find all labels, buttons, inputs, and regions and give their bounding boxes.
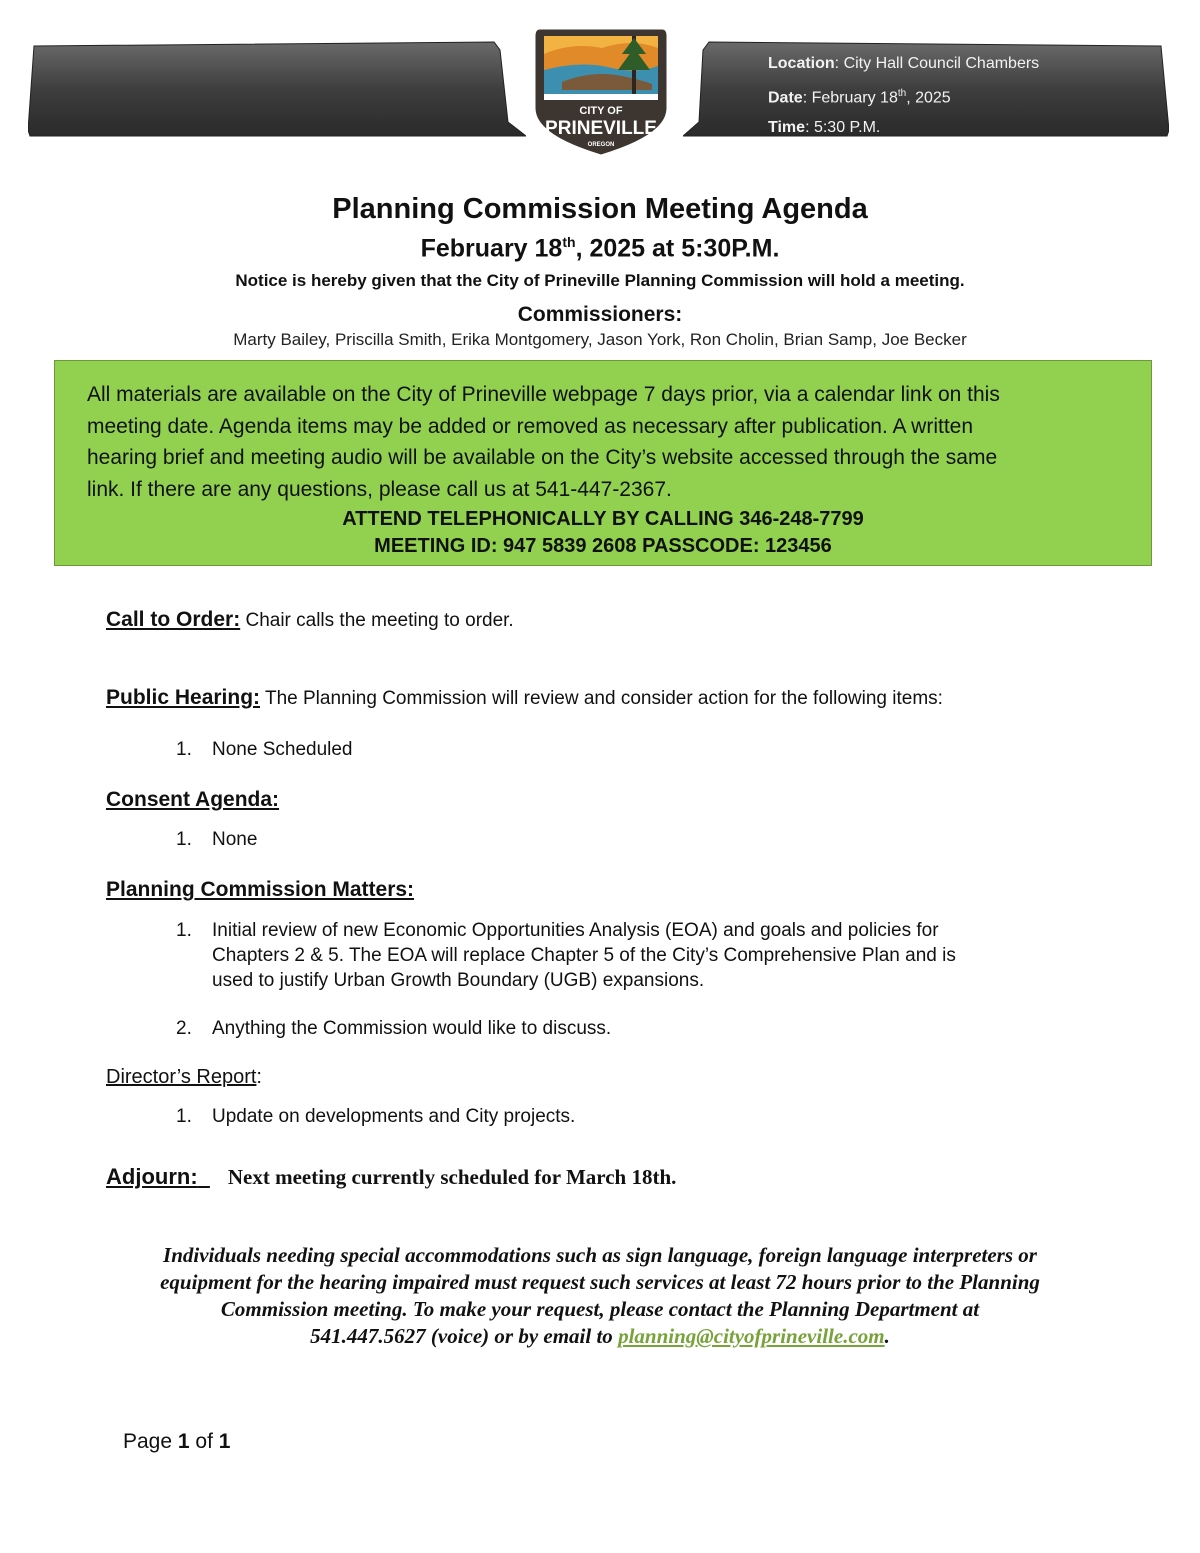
commission-matters-section [106,878,414,902]
banner-left-shape [28,40,526,140]
page-number: Page 1 of 1 [123,1430,231,1453]
public-hearing-section [106,686,943,710]
logo-oregon: OREGON [587,142,615,148]
adjourn-section [106,1164,676,1190]
call-to-order-text: Chair calls the meeting to order. [240,610,514,631]
meeting-date-title: February 18th, 2025 at 5:30P.M. [420,234,780,263]
directors-report-section: Director’s Report: [106,1066,262,1088]
meeting-notice: Notice is hereby given that the City of Prineville Planning Commission will hold a meeting. [235,271,965,290]
materials-info-box [54,360,1152,566]
commissioners-heading: Commissioners: [517,303,683,326]
header-banner-left [28,40,526,138]
logo-city-of: CITY OF [579,105,623,117]
logo-prineville: PRINEVILLE [545,118,657,139]
directors-report-heading: Director’s Report [106,1066,257,1088]
city-logo [532,24,670,158]
consent-agenda-heading: Consent Agenda: [106,788,280,811]
location-line: Location: City Hall Council Chambers [768,55,1040,72]
time-line: Time: 5:30 P.M. [768,119,881,137]
consent-agenda-section [106,788,279,812]
adjourn-heading: Adjourn: [106,1164,198,1189]
telephone-call-line: ATTEND TELEPHONICALLY BY CALLING 346-248-7799 [342,508,864,530]
commission-matters-heading: Planning Commission Matters: [106,878,415,901]
date-line: Date: February 18th, 2025 [768,88,951,107]
call-to-order-section [106,608,514,632]
public-hearing-text: The Planning Commission will review and consider action for the following items: [260,688,943,709]
header-banner-right [683,40,1169,138]
call-to-order-heading: Call to Order: [106,608,241,631]
page-title: Planning Commission Meeting Agenda [332,193,868,225]
meeting-info [768,49,1039,143]
accommodation-notice: Individuals needing special accommodations such as sign language, foreign language interpreters or equipment for the hearing impaired must request such services at least 72 hours prior to the Planning Commission meeting. To make your request, please contact the Planning Department at 541.447.5627 (voice) or by email to planning@cityofprineville.com. [160,1243,1040,1348]
meeting-id-line: MEETING ID: 947 5839 2608 PASSCODE: 123456 [374,535,832,557]
materials-paragraph: All materials are available on the City of Prineville webpage 7 days prior, via a calendar link on this meeting date. Agenda items may be added or removed as necessary after publication. A written hearing brief and meeting audio will be available on the City’s website accessed through the same link. If there are any questions, please call us at 541-447-2367. [87,383,1000,501]
public-hearing-heading: Public Hearing: [106,686,261,709]
adjourn-text: Next meeting currently scheduled for March 18th. [227,1165,677,1189]
commissioners-list: Marty Bailey, Priscilla Smith, Erika Montgomery, Jason York, Ron Cholin, Brian Samp, Joe Becker [233,330,967,349]
planning-email-link[interactable]: planning@cityofprineville.com [618,1324,885,1348]
